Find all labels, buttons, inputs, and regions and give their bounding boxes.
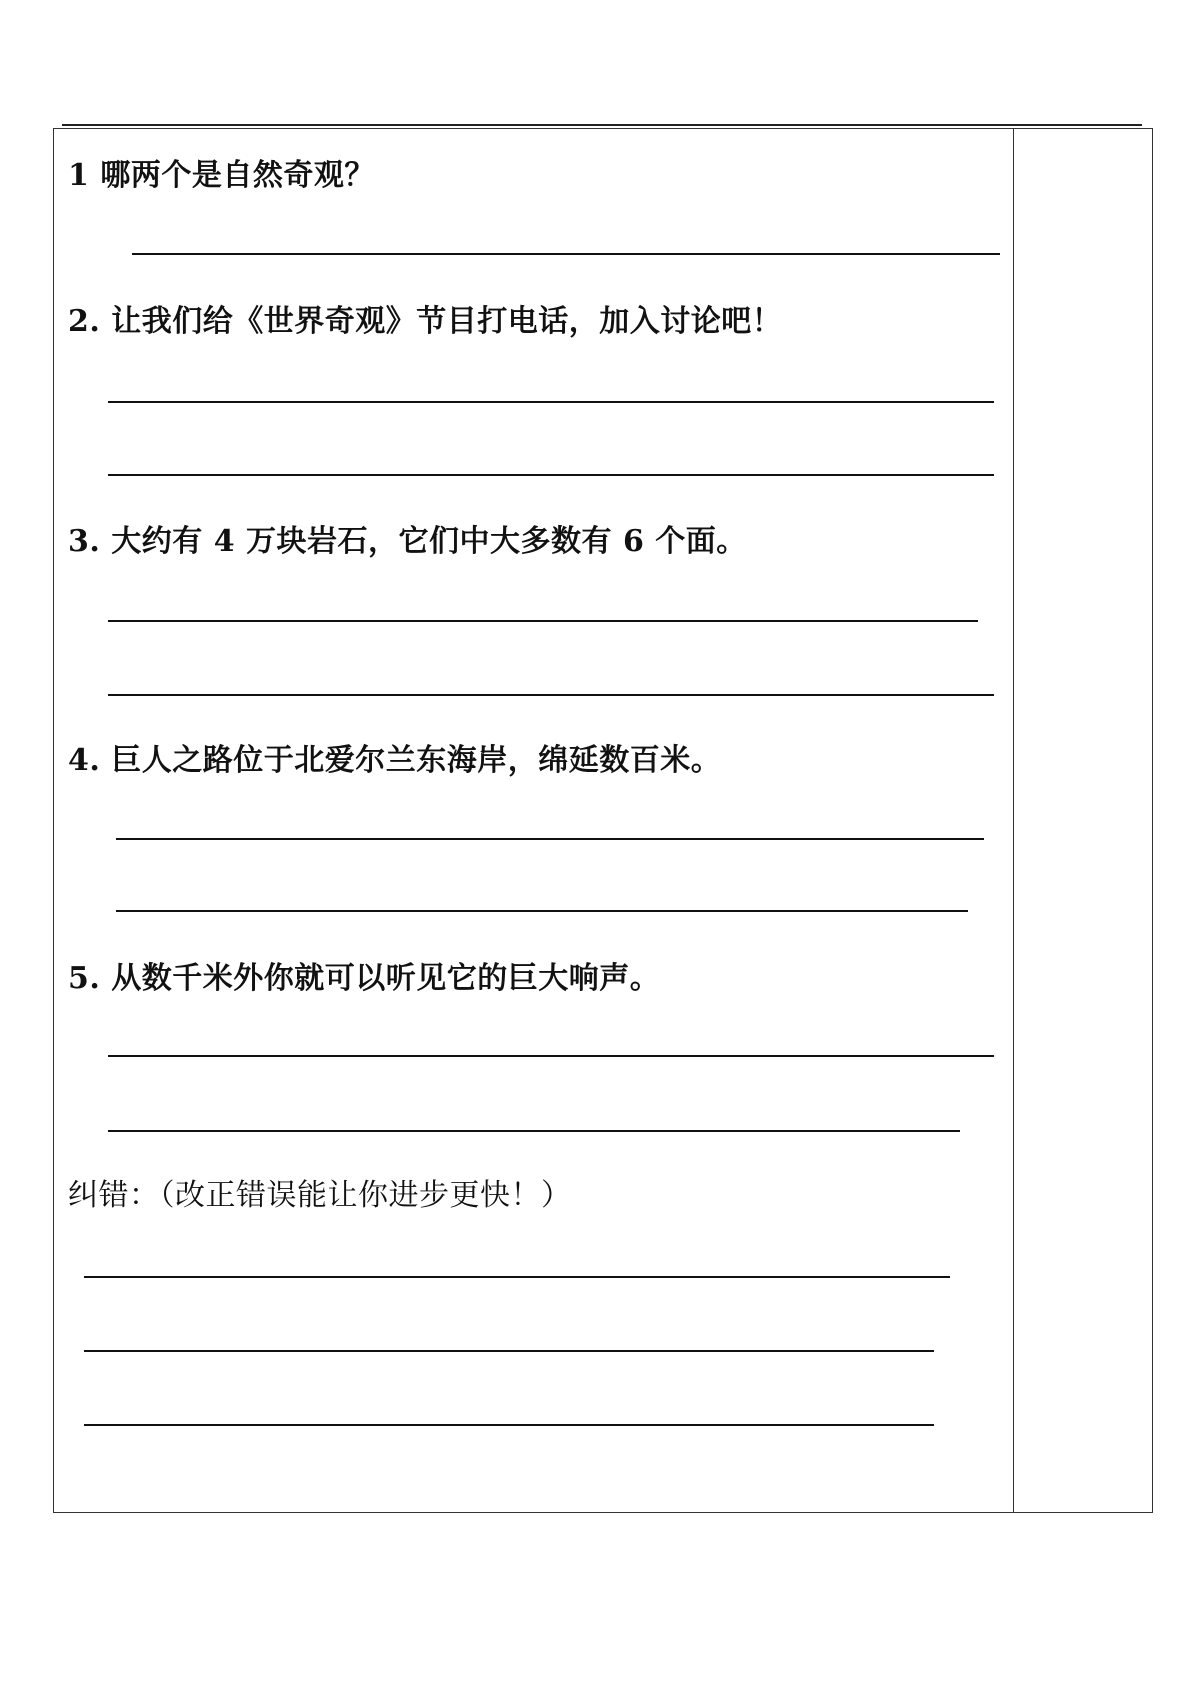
correction-heading: 纠错：（改正错误能让你进步更快！） (68, 1178, 572, 1213)
answer-line[interactable] (108, 1130, 960, 1132)
correction-line[interactable] (84, 1276, 950, 1278)
answer-line[interactable] (108, 474, 994, 476)
top-rule (62, 124, 1142, 126)
question-3: 3. 大约有 4 万块岩石，它们中大多数有 6 个面。 (68, 524, 747, 559)
answer-line[interactable] (116, 838, 984, 840)
correction-line[interactable] (84, 1350, 934, 1352)
question-1: 1 哪两个是自然奇观？ (68, 158, 375, 193)
answer-line[interactable] (116, 910, 968, 912)
answer-line[interactable] (108, 694, 994, 696)
question-2: 2. 让我们给《世界奇观》节目打电话，加入讨论吧！ (68, 304, 783, 339)
correction-line[interactable] (84, 1424, 934, 1426)
answer-line[interactable] (108, 401, 994, 403)
answer-line[interactable] (108, 620, 978, 622)
column-divider (1013, 128, 1014, 1513)
answer-line[interactable] (108, 1055, 994, 1057)
question-5: 5. 从数千米外你就可以听见它的巨大响声。 (68, 961, 661, 996)
question-4: 4. 巨人之路位于北爱尔兰东海岸，绵延数百米。 (68, 743, 722, 778)
answer-line[interactable] (132, 253, 1000, 255)
